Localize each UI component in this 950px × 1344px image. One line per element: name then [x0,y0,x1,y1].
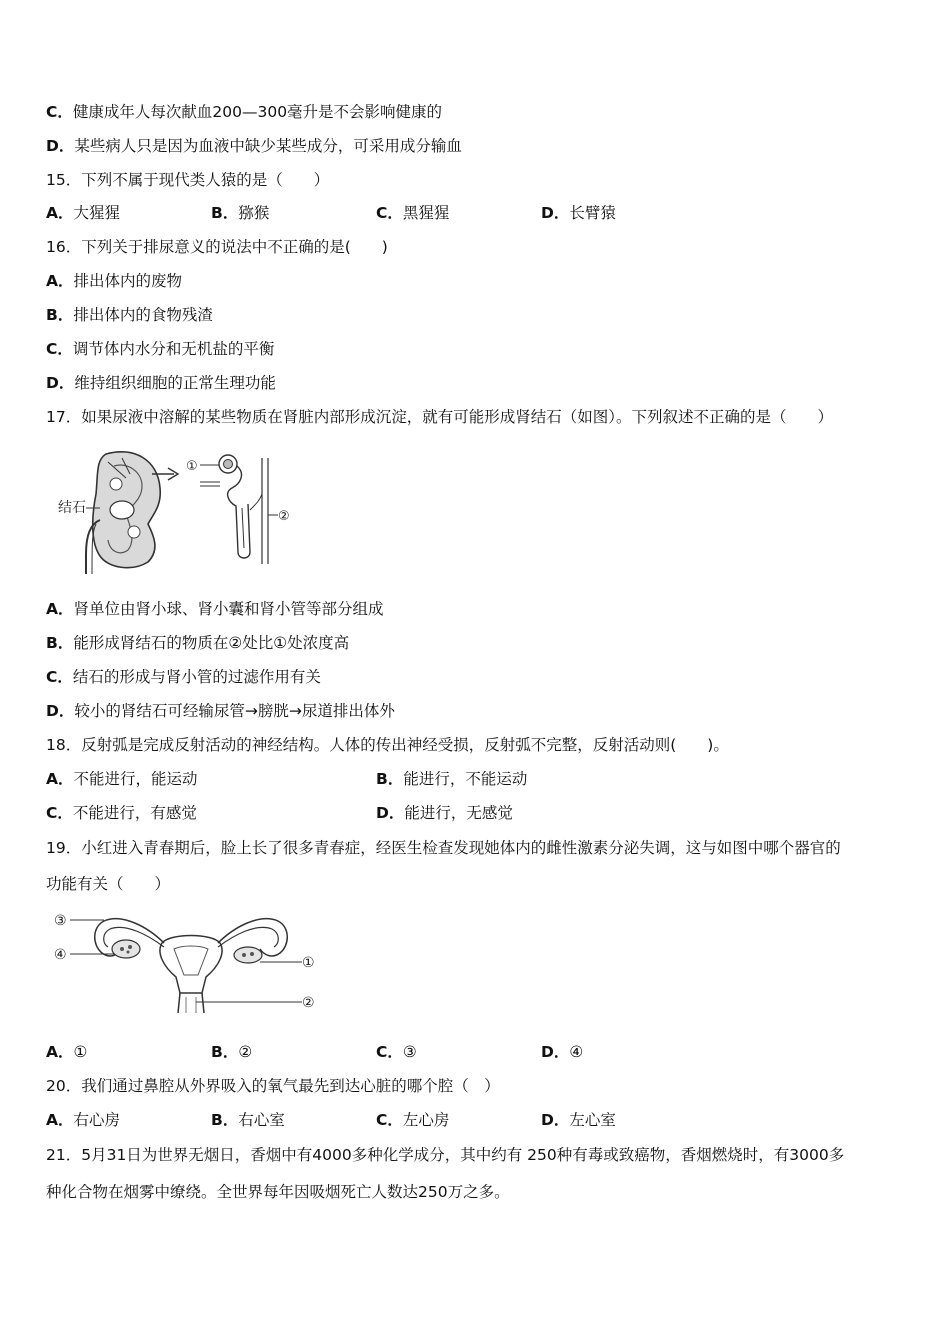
q19-option-d: D．④ [541,1043,584,1061]
q21-line2: 种化合物在烟雾中缭绕。全世界每年因吸烟死亡人数达250万之多。 [46,1183,510,1201]
marker-2: ② [278,509,290,524]
q20-option-b: B．右心室 [211,1111,285,1129]
q14-option-c [46,102,442,122]
q18-option-a: A．不能进行，能运动 [46,770,198,788]
q19-options [46,1042,906,1062]
q15-option-c: C．黑猩猩 [376,204,450,222]
marker-4: ④ [54,947,67,963]
q18-option-d: D．能进行，无感觉 [376,804,513,822]
q14-option-d [46,136,462,156]
q17-option-c: C．结石的形成与肾小管的过滤作用有关 [46,668,321,686]
q20-option-d: D．左心室 [541,1111,616,1129]
q16-option-b: B．排出体内的食物残渣 [46,306,213,324]
female-reproductive-figure [52,905,332,1020]
q19-option-a: A．① [46,1043,88,1061]
marker-1: ① [186,459,198,474]
stone-label: 结石 [58,500,86,516]
q20-stem: 20．我们通过鼻腔从外界吸入的氧气最先到达心脏的哪个腔（ ） [46,1077,500,1095]
q20-options [46,1110,906,1130]
q19-option-c: C．③ [376,1043,417,1061]
q17-stem: 17．如果尿液中溶解的某些物质在肾脏内部形成沉淀，就有可能形成肾结石（如图）。下列叙述不正确的是（ ） [46,408,833,426]
q17-option-b: B．能形成肾结石的物质在②处比①处浓度高 [46,634,350,652]
q19-stem-line2: 功能有关（ ） [46,875,171,893]
option-label: D． [46,137,75,155]
q17-option-a: A．肾单位由肾小球、肾小囊和肾小管等部分组成 [46,600,384,618]
q20-option-a: A．右心房 [46,1111,121,1129]
option-text: 健康成年人每次献血200—300毫升是不会影响健康的 [72,103,443,121]
q15-option-d: D．长臂猿 [541,204,616,222]
q16-stem: 16．下列关于排尿意义的说法中不正确的是( ) [46,238,388,256]
q18-options-row1 [46,769,906,789]
q21-line1: 21．5月31日为世界无烟日，香烟中有4000多种化学成分，其中约有 250种有毒或致癌物，香烟燃烧时，有3000多 [46,1146,845,1164]
q16-option-a: A．排出体内的废物 [46,272,183,290]
q15-stem: 15．下列不属于现代类人猿的是（ ） [46,171,330,189]
q15-option-b: B．猕猴 [211,204,270,222]
marker-2: ② [302,995,315,1011]
q19-stem-line1: 19．小红进入青春期后，脸上长了很多青春症，经医生检查发现她体内的雌性激素分泌失调，这与如图中哪个器官的 [46,839,841,857]
q18-option-b: B．能进行，不能运动 [376,770,528,788]
q17-option-d: D．较小的肾结石可经输尿管→膀胱→尿道排出体外 [46,702,395,720]
option-text: 某些病人只是因为血液中缺少某些成分，可采用成分输血 [74,137,462,155]
marker-1: ① [302,955,315,971]
option-label: C． [46,103,73,121]
marker-3: ③ [54,913,67,929]
q18-options-row2 [46,803,906,823]
q18-stem: 18．反射弧是完成反射活动的神经结构。人体的传出神经受损，反射弧不完整，反射活动则( )。 [46,736,729,754]
q15-options [46,203,906,223]
q16-option-c: C．调节体内水分和无机盐的平衡 [46,340,275,358]
q18-option-c: C．不能进行，有感觉 [46,804,197,822]
q19-option-b: B．② [211,1043,253,1061]
q20-option-c: C．左心房 [376,1111,450,1129]
q15-option-a: A．大猩猩 [46,204,121,222]
q16-option-d: D．维持组织细胞的正常生理功能 [46,374,276,392]
kidney-nephron-figure [56,444,306,574]
